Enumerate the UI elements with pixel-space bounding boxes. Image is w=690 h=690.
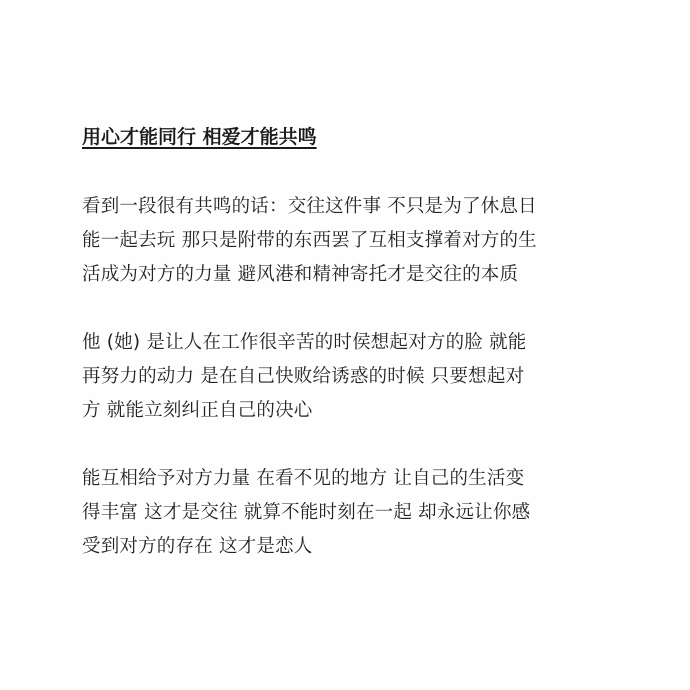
paragraph-line: 能一起去玩 那只是附带的东西罢了互相支撑着对方的生: [82, 230, 537, 251]
paragraph-line: 受到对方的存在 这才是恋人: [82, 536, 313, 557]
paragraph-2: [82, 326, 622, 428]
paragraph-line: 得丰富 这才是交往 就算不能时刻在一起 却永远让你感: [82, 502, 531, 523]
paragraph-3: [82, 462, 622, 564]
document-title: 用心才能同行 相爱才能共鸣: [82, 126, 317, 148]
paragraph-line: 再努力的动力 是在自己快败给诱惑的时候 只要想起对: [82, 366, 525, 387]
paragraph-line: 方 就能立刻纠正自己的决心: [82, 400, 313, 421]
paragraph-line: 他 (她) 是让人在工作很辛苦的时侯想起对方的脸 就能: [82, 332, 527, 353]
paragraph-line: 能互相给予对方力量 在看不见的地方 让自己的生活变: [82, 468, 525, 489]
paragraph-1: [82, 190, 622, 292]
paragraph-line: 活成为对方的力量 避风港和精神寄托才是交往的本质: [82, 264, 519, 285]
paragraph-line: 看到一段很有共鸣的话：交往这件事 不只是为了休息日: [82, 196, 537, 217]
